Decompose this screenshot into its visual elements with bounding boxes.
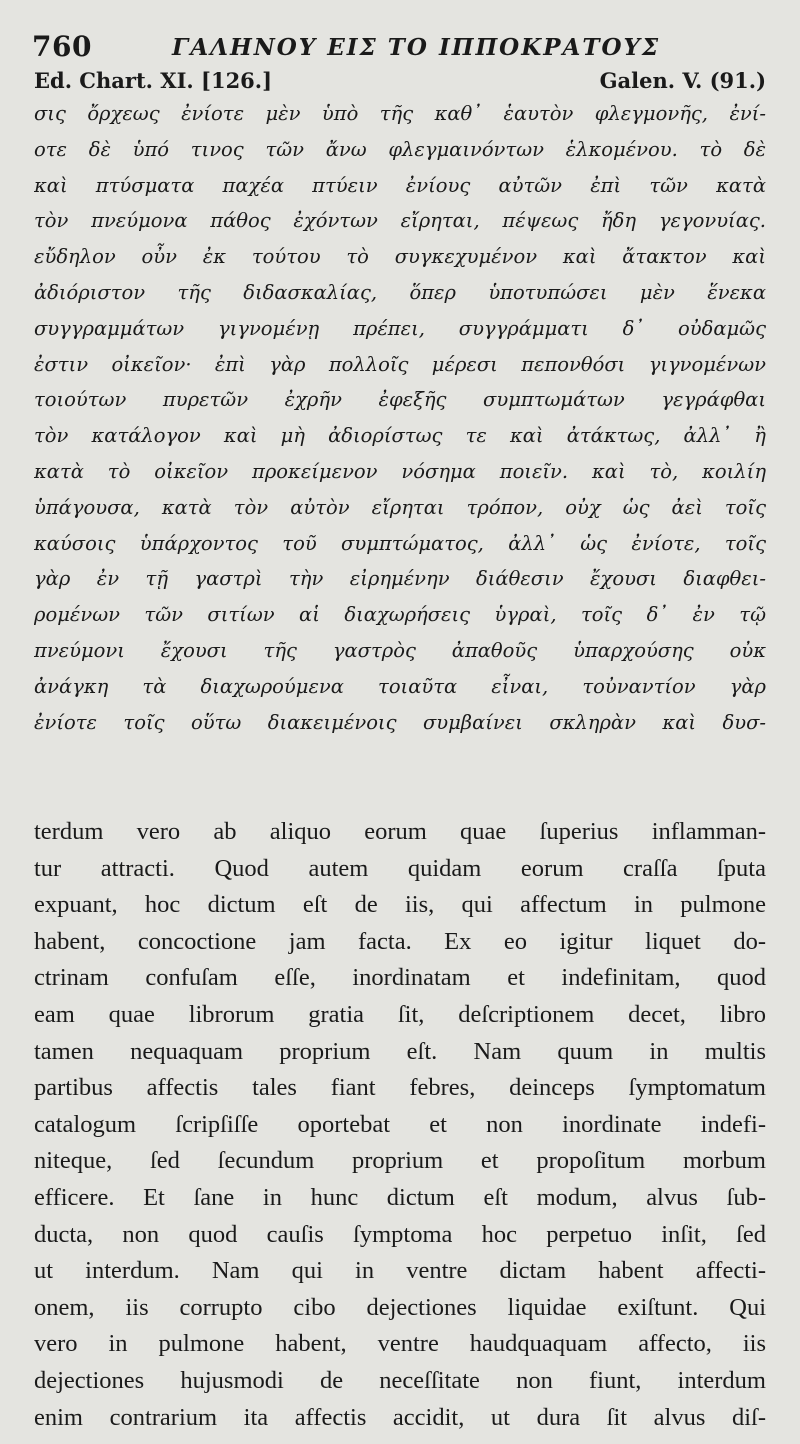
running-title: ΓΑΛΗΝΟΥ ΕΙΣ ΤΟ ΙΠΠΟΚΡΑΤΟΥΣ	[172, 34, 661, 61]
latin-text-line: expuant, hoc dictum eſt de iis, qui affectum in pulmone	[34, 891, 766, 919]
greek-text-line: καύσοις ὑπάρχοντος τοῦ συμπτώματος, ἀλλ᾽ ὡς ἐνίοτε, τοῖς	[34, 531, 766, 555]
greek-text-line: τὸν πνεύμονα πάθος ἐχόντων εἴρηται, πέψεως ἤδη γεγονυίας.	[34, 209, 766, 233]
latin-text-line: terdum vero ab aliquo eorum quae ſuperius inflamman-	[34, 818, 766, 845]
greek-text-line: καὶ πτύσματα παχέα πτύειν ἐνίους αὐτῶν ἐπὶ τῶν κατὰ	[34, 173, 766, 197]
greek-text-line: ρομένων τῶν σιτίων αἱ διαχωρήσεις ὑγραὶ, τοῖς δ᾽ ἐν τῷ	[34, 603, 766, 627]
latin-text-line: partibus affectis tales fiant febres, deinceps ſymptomatum	[34, 1074, 766, 1102]
greek-text-line: οτε δὲ ὑπό τινος τῶν ἄνω φλεγμαινόντων ἑλκομένου. τὸ δὲ	[34, 137, 766, 161]
latin-text-line: ctrinam confuſam eſſe, inordinatam et indefinitam, quod	[34, 964, 766, 992]
greek-text-line: εὔδηλον οὖν ἐκ τούτου τὸ συγκεχυμένον καὶ ἄτακτον καὶ	[34, 245, 766, 269]
latin-text-block	[34, 814, 766, 1436]
greek-text-line: πνεύμονι ἔχουσι τῆς γαστρὸς ἀπαθοῦς ὑπαρχούσης οὐκ	[34, 638, 766, 662]
latin-text-line: ut interdum. Nam qui in ventre dictam habent affecti-	[34, 1257, 766, 1285]
latin-text-line: eam quae librorum gratia ſit, deſcriptionem decet, libro	[34, 1000, 766, 1028]
latin-text-line: vero in pulmone habent, ventre haudquaquam affecto, iis	[34, 1330, 766, 1358]
greek-text-line: ἐστιν οἰκεῖον· ἐπὶ γὰρ πολλοῖς μέρεσι πεπονθόσι γιγνομένων	[34, 352, 766, 376]
page-number: 760	[32, 30, 92, 63]
greek-text-line: τὸν κατάλογον καὶ μὴ ἀδιορίστως τε καὶ ἀτάκτως, ἀλλ᾽ ἢ	[34, 424, 766, 448]
greek-text-line: κατὰ τὸ οἰκεῖον προκείμενον νόσημα ποιεῖν. καὶ τὸ, κοιλίη	[34, 459, 766, 483]
edition-reference-line	[34, 68, 766, 98]
latin-text-line: habent, concoctione jam facta. Ex eo igitur liquet do-	[34, 927, 766, 955]
latin-text-line: dejectiones hujusmodi de neceſſitate non fiunt, interdum	[34, 1366, 766, 1394]
greek-text-line: σις ὄρχεως ἐνίοτε μὲν ὑπὸ τῆς καθ᾽ ἑαυτὸν φλεγμονῆς, ἐνί-	[34, 102, 766, 125]
greek-text-line: ἀδιόριστον τῆς διδασκαλίας, ὅπερ ὑποτυπώσει μὲν ἕνεκα	[34, 280, 766, 304]
greek-text-line: γὰρ ἐν τῇ γαστρὶ τὴν εἰρημένην διάθεσιν ἔχουσι διαφθει-	[34, 567, 766, 591]
latin-text-line: efficere. Et ſane in hunc dictum eſt modum, alvus ſub-	[34, 1183, 766, 1211]
latin-text-line: tur attracti. Quod autem quidam eorum craſſa ſputa	[34, 854, 766, 882]
latin-text-line: ducta, non quod cauſis ſymptoma hoc perpetuo inſit, ſed	[34, 1220, 766, 1248]
greek-text-line: συγγραμμάτων γιγνομένῃ πρέπει, συγγράμματι δ᾽ οὐδαμῶς	[34, 316, 766, 340]
latin-text-line: niteque, ſed ſecundum proprium et propoſitum morbum	[34, 1147, 766, 1175]
latin-text-line: enim contrarium ita affectis accidit, ut dura ſit alvus diſ-	[34, 1403, 766, 1431]
greek-text-block	[34, 96, 766, 740]
greek-text-line: ἐνίοτε τοῖς οὕτω διακειμένοις συμβαίνει σκληρὰν καὶ δυσ-	[34, 710, 766, 734]
latin-text-line: tamen nequaquam proprium eſt. Nam quum in multis	[34, 1037, 766, 1065]
latin-text-line: onem, iis corrupto cibo dejectiones liquidae exiſtunt. Qui	[34, 1293, 766, 1321]
greek-text-line: ἀνάγκη τὰ διαχωρούμενα τοιαῦτα εἶναι, τοὐναντίον γὰρ	[34, 674, 766, 698]
edition-reference-left: Ed. Chart. XI. [126.]	[34, 68, 273, 93]
running-head	[32, 30, 772, 70]
latin-text-line: catalogum ſcripſiſſe oportebat et non inordinate indefi-	[34, 1110, 766, 1138]
greek-text-line: ὑπάγουσα, κατὰ τὸν αὐτὸν εἴρηται τρόπον, οὐχ ὡς ἀεὶ τοῖς	[34, 495, 766, 519]
greek-text-line: τοιούτων πυρετῶν ἐχρῆν ἐφεξῆς συμπτωμάτων γεγράφθαι	[34, 388, 766, 412]
edition-reference-right: Galen. V. (91.)	[599, 68, 766, 93]
